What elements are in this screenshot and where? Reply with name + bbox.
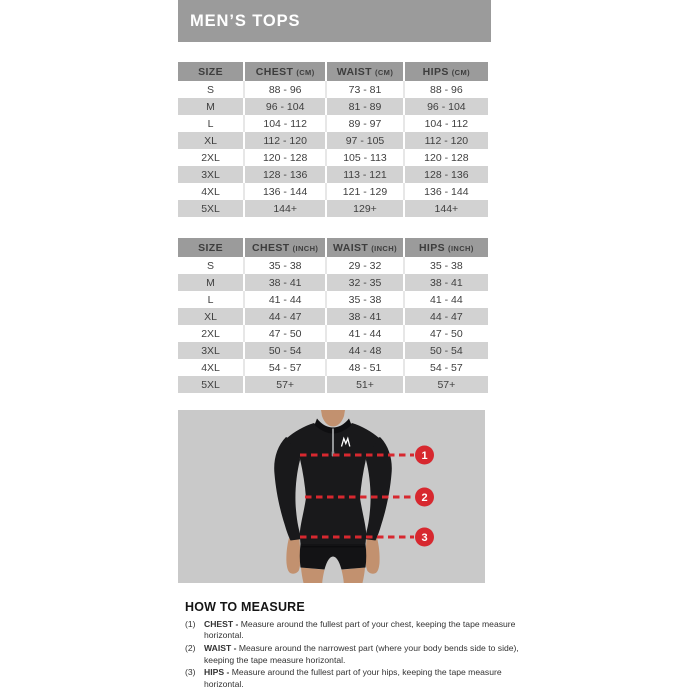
measure-marker-number: 1 xyxy=(421,450,428,462)
table-row xyxy=(178,132,488,149)
size-cell: 5XL xyxy=(201,202,220,215)
model-hand xyxy=(286,538,300,574)
table-row xyxy=(178,291,488,308)
size-cell: 2XL xyxy=(201,151,220,164)
value-cell: 38 - 41 xyxy=(243,274,325,291)
value-cell: 73 - 81 xyxy=(325,81,403,98)
column-label: CHEST xyxy=(255,65,294,78)
how-to-heading: HOW TO MEASURE xyxy=(185,600,305,614)
table-row xyxy=(178,81,488,98)
column-header-size xyxy=(178,238,243,257)
measure-instruction xyxy=(185,643,520,666)
model-thigh xyxy=(301,568,325,584)
instruction-number: (1) xyxy=(185,619,196,629)
size-cell: 2XL xyxy=(201,327,220,340)
value-cell: 54 - 57 xyxy=(403,359,488,376)
size-cell: L xyxy=(207,117,214,130)
value-cell: 51+ xyxy=(325,376,403,393)
column-header-waist xyxy=(325,62,403,81)
value-cell: 47 - 50 xyxy=(403,325,488,342)
column-label: SIZE xyxy=(198,65,224,78)
value-cell: 50 - 54 xyxy=(403,342,488,359)
table-row xyxy=(178,98,488,115)
table-row xyxy=(178,115,488,132)
size-cell: XL xyxy=(204,310,217,323)
value-cell: 112 - 120 xyxy=(243,132,325,149)
value-cell: 29 - 32 xyxy=(325,257,403,274)
value-cell: 136 - 144 xyxy=(243,183,325,200)
value-cell: 144+ xyxy=(243,200,325,217)
column-label: WAIST xyxy=(336,65,372,78)
column-header-hips xyxy=(403,62,488,81)
table-row xyxy=(178,149,488,166)
column-label: HIPS xyxy=(418,241,446,254)
value-cell: 120 - 128 xyxy=(403,149,488,166)
column-unit: (CM) xyxy=(296,67,315,77)
measure-instruction xyxy=(185,619,520,642)
value-cell: 120 - 128 xyxy=(243,149,325,166)
value-cell: 47 - 50 xyxy=(243,325,325,342)
size-cell: S xyxy=(207,83,215,96)
value-cell: 35 - 38 xyxy=(325,291,403,308)
table-row xyxy=(178,359,488,376)
value-cell: 50 - 54 xyxy=(243,342,325,359)
value-cell: 54 - 57 xyxy=(243,359,325,376)
value-cell: 89 - 97 xyxy=(325,115,403,132)
size-table-cm xyxy=(178,62,488,217)
instruction-label: WAIST - xyxy=(204,643,237,654)
size-cell: XL xyxy=(204,134,217,147)
value-cell: 96 - 104 xyxy=(403,98,488,115)
instruction-label: CHEST - xyxy=(204,619,239,629)
value-cell: 57+ xyxy=(403,376,488,393)
column-header-waist xyxy=(325,238,403,257)
value-cell: 144+ xyxy=(403,200,488,217)
column-label: CHEST xyxy=(252,241,290,254)
instruction-label: HIPS - xyxy=(204,667,230,678)
column-header-hips xyxy=(403,238,488,257)
table-row xyxy=(178,200,488,217)
column-unit: (INCH) xyxy=(448,243,474,253)
how-to-items xyxy=(185,619,520,690)
value-cell: 105 - 113 xyxy=(325,149,403,166)
value-cell: 128 - 136 xyxy=(243,166,325,183)
size-cell: L xyxy=(207,293,214,306)
value-cell: 88 - 96 xyxy=(243,81,325,98)
column-unit: (INCH) xyxy=(292,243,319,253)
table-row xyxy=(178,325,488,342)
column-label: HIPS xyxy=(422,65,449,78)
value-cell: 44 - 47 xyxy=(243,308,325,325)
value-cell: 96 - 104 xyxy=(243,98,325,115)
column-label: SIZE xyxy=(198,241,224,254)
value-cell: 41 - 44 xyxy=(325,325,403,342)
measure-marker-number: 3 xyxy=(421,532,428,544)
instruction-number: (3) xyxy=(185,667,196,678)
model-neck xyxy=(321,410,345,427)
size-cell: M xyxy=(206,100,215,113)
page-title-bar xyxy=(178,0,491,42)
size-cell: 3XL xyxy=(201,344,220,357)
table-row xyxy=(178,183,488,200)
value-cell: 35 - 38 xyxy=(243,257,325,274)
table-header-row xyxy=(178,238,488,257)
size-cell: M xyxy=(206,276,215,289)
instruction-number: (2) xyxy=(185,643,196,654)
column-unit: (CM) xyxy=(374,67,394,77)
table-row xyxy=(178,166,488,183)
size-cell: 5XL xyxy=(201,378,220,391)
size-cell: 4XL xyxy=(201,185,220,198)
value-cell: 38 - 41 xyxy=(403,274,488,291)
value-cell: 41 - 44 xyxy=(243,291,325,308)
instruction-text: CHEST - Measure around the fullest part of your chest, keeping the tape measure horizontal. xyxy=(204,619,516,641)
column-unit: (INCH) xyxy=(371,243,397,253)
value-cell: 88 - 96 xyxy=(403,81,488,98)
value-cell: 112 - 120 xyxy=(403,132,488,149)
value-cell: 35 - 38 xyxy=(403,257,488,274)
model-photo xyxy=(178,410,485,583)
size-cell: 4XL xyxy=(201,361,220,374)
value-cell: 104 - 112 xyxy=(243,115,325,132)
value-cell: 38 - 41 xyxy=(325,308,403,325)
instruction-text: WAIST - Measure around the narrowest part (where your body bends side to side), keeping the tape measure horizontal. xyxy=(204,643,519,665)
measure-marker-number: 2 xyxy=(421,492,428,504)
table-header-row xyxy=(178,62,488,81)
value-cell: 97 - 105 xyxy=(325,132,403,149)
table-row xyxy=(178,308,488,325)
value-cell: 41 - 44 xyxy=(403,291,488,308)
value-cell: 136 - 144 xyxy=(403,183,488,200)
how-to-measure xyxy=(185,600,520,692)
value-cell: 81 - 89 xyxy=(325,98,403,115)
garment-shorts xyxy=(300,544,367,570)
column-unit: (CM) xyxy=(451,67,471,77)
table-row xyxy=(178,257,488,274)
column-header-chest xyxy=(243,238,325,257)
table-row xyxy=(178,274,488,291)
value-cell: 128 - 136 xyxy=(403,166,488,183)
column-header-chest xyxy=(243,62,325,81)
value-cell: 44 - 48 xyxy=(325,342,403,359)
value-cell: 32 - 35 xyxy=(325,274,403,291)
value-cell: 57+ xyxy=(243,376,325,393)
instruction-text: HIPS - Measure around the fullest part of your hips, keeping the tape measure horizontal. xyxy=(204,667,502,689)
measure-instruction xyxy=(185,667,520,690)
model-figure xyxy=(178,410,485,583)
value-cell: 104 - 112 xyxy=(403,115,488,132)
size-table-inch xyxy=(178,238,488,393)
table-row xyxy=(178,342,488,359)
column-label: WAIST xyxy=(332,241,369,254)
value-cell: 113 - 121 xyxy=(325,166,403,183)
value-cell: 121 - 129 xyxy=(325,183,403,200)
value-cell: 48 - 51 xyxy=(325,359,403,376)
value-cell: 129+ xyxy=(325,200,403,217)
size-cell: 3XL xyxy=(201,168,220,181)
column-header-size xyxy=(178,62,243,81)
size-cell: S xyxy=(207,259,215,272)
table-row xyxy=(178,376,488,393)
value-cell: 44 - 47 xyxy=(403,308,488,325)
page-title: MEN’S TOPS xyxy=(190,11,301,30)
